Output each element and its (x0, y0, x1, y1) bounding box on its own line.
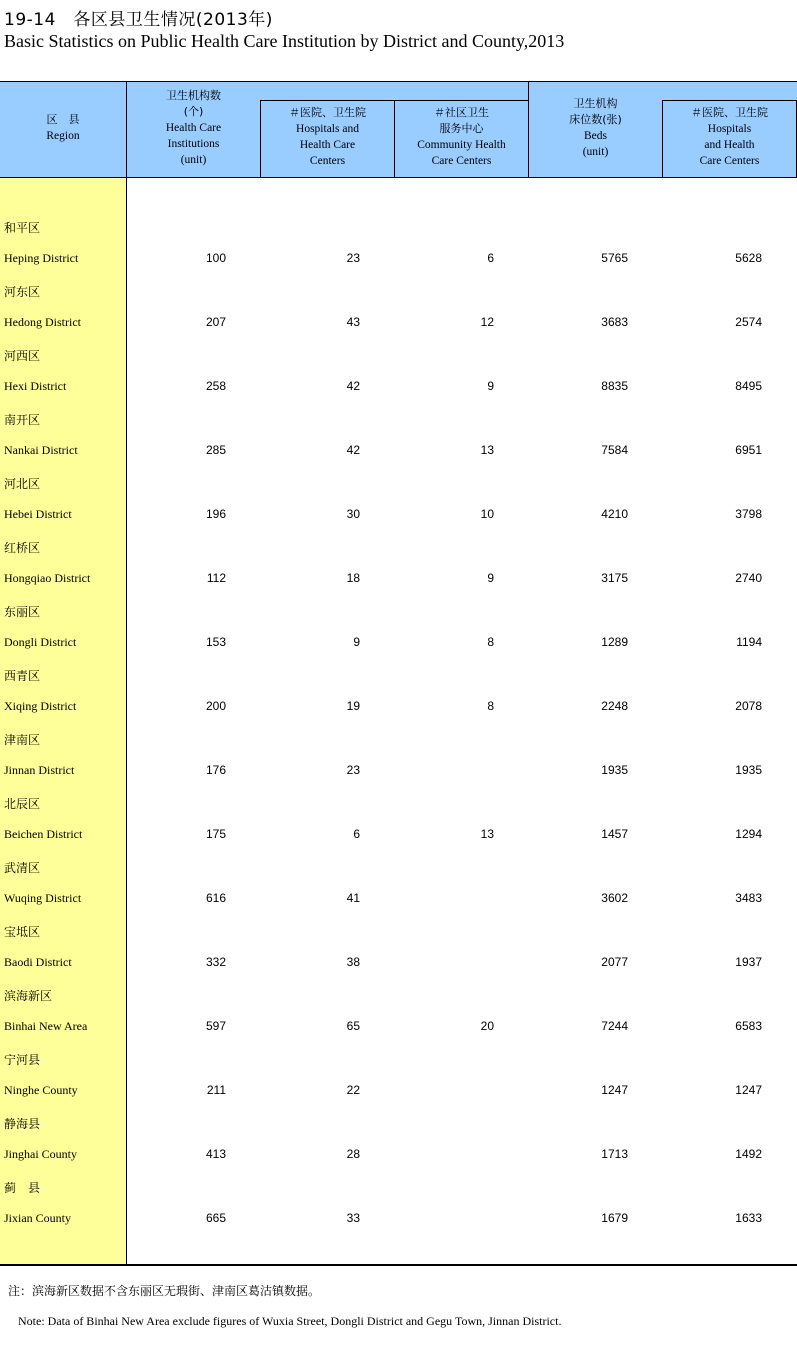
header-beds-hospitals-en1: Hospitals (707, 123, 752, 135)
cell-comm: 10 (480, 507, 494, 521)
region-name-en: Hexi District (4, 379, 67, 393)
header-hospitals-en1: Hospitals and (296, 123, 359, 135)
region-name-en: Xiqing District (4, 699, 77, 713)
region-name-en: Ninghe County (4, 1083, 78, 1097)
region-name-en: Nankai District (4, 443, 78, 457)
header-institutions-cn: 卫生机构数 (166, 89, 221, 102)
cell-inst: 258 (205, 379, 226, 393)
cell-beds: 1713 (601, 1147, 628, 1161)
stub-divider (126, 178, 127, 1265)
region-name-en: Jinnan District (4, 763, 75, 777)
cell-beds: 2077 (601, 955, 628, 969)
cell-bhosp: 1492 (735, 1147, 762, 1161)
cell-inst: 196 (205, 507, 226, 521)
cell-comm: 20 (480, 1019, 494, 1033)
cell-comm: 12 (480, 315, 494, 329)
cell-inst: 332 (205, 955, 226, 969)
header-hospitals-en2: Health Care (299, 139, 356, 151)
cell-hosp: 43 (346, 315, 360, 329)
cell-hosp: 19 (346, 699, 360, 713)
cell-inst: 176 (205, 763, 226, 777)
cell-comm: 8 (487, 635, 494, 649)
cell-beds: 1679 (601, 1211, 628, 1225)
cell-beds: 3175 (601, 571, 628, 585)
header-beds-hospitals-en3: Care Centers (699, 155, 760, 167)
cell-beds: 5765 (601, 251, 628, 265)
region-name-en: Jixian County (4, 1211, 72, 1225)
cell-hosp: 42 (346, 443, 360, 457)
region-name-en: Jinghai County (4, 1147, 78, 1161)
cell-inst: 175 (205, 827, 226, 841)
cell-bhosp: 1294 (735, 827, 762, 841)
region-name-cn: 蓟 县 (4, 1181, 41, 1195)
region-name-cn: 西青区 (4, 669, 41, 683)
header-beds-hospitals-en2: and Health (704, 139, 755, 151)
cell-hosp: 38 (346, 955, 360, 969)
header-region (0, 112, 126, 144)
cell-beds: 1457 (601, 827, 628, 841)
header-region-en: Region (46, 130, 80, 142)
table-header (0, 82, 797, 178)
cell-bhosp: 2574 (735, 315, 762, 329)
header-community-en1: Community Health (417, 139, 506, 151)
region-name-en: Dongli District (4, 635, 77, 649)
region-name-en: Hebei District (4, 507, 72, 521)
table-title-en: Basic Statistics on Public Health Care Institution by District and County,2013 (4, 31, 565, 51)
header-beds-cn2: 床位数(张) (569, 113, 622, 126)
footnote-en: Note: Data of Binhai New Area exclude figures of Wuxia Street, Dongli District and Gegu Town, Jinnan District. (18, 1314, 562, 1328)
cell-inst: 597 (205, 1019, 226, 1033)
region-name-en: Heping District (4, 251, 79, 265)
region-name-cn: 宝坻区 (4, 925, 41, 939)
cell-inst: 153 (205, 635, 226, 649)
cell-inst: 413 (205, 1147, 226, 1161)
region-name-cn: 河西区 (4, 349, 41, 363)
header-beds-en1: Beds (584, 130, 607, 142)
cell-hosp: 6 (353, 827, 360, 841)
cell-bhosp: 8495 (735, 379, 762, 393)
cell-inst: 112 (206, 571, 226, 585)
cell-beds: 1289 (601, 635, 628, 649)
header-hospitals-cn: ＃医院、卫生院 (289, 106, 366, 119)
cell-hosp: 9 (353, 635, 360, 649)
header-subrule (260, 100, 528, 101)
footnote-cn: 注：滨海新区数据不含东丽区无瑕街、津南区葛沽镇数据。 (8, 1284, 321, 1298)
header-divider (662, 100, 663, 178)
cell-hosp: 41 (346, 891, 360, 905)
region-name-cn: 静海县 (4, 1117, 41, 1131)
region-name-cn: 南开区 (4, 413, 41, 427)
header-institutions-cn-unit: (个) (183, 105, 204, 118)
cell-hosp: 65 (346, 1019, 360, 1033)
cell-bhosp: 6951 (735, 443, 762, 457)
region-name-en: Binhai New Area (4, 1019, 88, 1033)
cell-bhosp: 2078 (735, 699, 762, 713)
region-name-cn: 北辰区 (4, 797, 41, 811)
header-beds (529, 96, 662, 160)
cell-inst: 211 (206, 1083, 226, 1097)
region-name-en: Hongqiao District (4, 571, 91, 585)
cell-bhosp: 3483 (735, 891, 762, 905)
region-name-en: Beichen District (4, 827, 83, 841)
header-institutions-en3: (unit) (180, 154, 207, 166)
header-divider (260, 100, 261, 178)
region-name-en: Hedong District (4, 315, 81, 329)
region-name-cn: 津南区 (4, 733, 41, 747)
cell-hosp: 23 (346, 251, 360, 265)
region-name-cn: 东丽区 (4, 605, 41, 619)
cell-comm: 8 (487, 699, 494, 713)
region-name-en: Wuqing District (4, 891, 82, 905)
header-community-cn2: 服务中心 (439, 122, 484, 135)
region-name-cn: 河北区 (4, 477, 41, 491)
region-name-cn: 和平区 (4, 221, 41, 235)
header-subrule (662, 100, 797, 101)
region-stub-column (0, 178, 126, 1265)
cell-bhosp: 1937 (735, 955, 762, 969)
cell-inst: 665 (205, 1211, 226, 1225)
region-name-cn: 河东区 (4, 285, 41, 299)
table-title-cn: 19-14 各区县卫生情况(2013年) (4, 10, 273, 30)
cell-beds: 8835 (601, 379, 628, 393)
header-divider (528, 82, 529, 178)
header-divider (126, 82, 127, 178)
cell-beds: 1247 (601, 1083, 628, 1097)
cell-bhosp: 1247 (735, 1083, 762, 1097)
header-community (395, 105, 528, 169)
cell-beds: 3683 (601, 315, 628, 329)
cell-beds: 7584 (601, 443, 628, 457)
header-beds-hospitals (663, 105, 796, 169)
cell-hosp: 28 (346, 1147, 360, 1161)
cell-comm: 6 (487, 251, 494, 265)
cell-inst: 200 (205, 699, 226, 713)
header-community-cn1: ＃社区卫生 (434, 106, 489, 119)
header-institutions-en1: Health Care (165, 122, 222, 134)
header-beds-en2: (unit) (582, 146, 609, 158)
cell-hosp: 22 (346, 1083, 360, 1097)
cell-inst: 616 (205, 891, 226, 905)
cell-comm: 13 (480, 443, 494, 457)
cell-bhosp: 1194 (736, 635, 762, 649)
cell-comm: 9 (487, 379, 494, 393)
cell-hosp: 30 (346, 507, 360, 521)
cell-beds: 2248 (601, 699, 628, 713)
cell-bhosp: 5628 (735, 251, 762, 265)
region-name-en: Baodi District (4, 955, 72, 969)
region-name-cn: 宁河县 (4, 1053, 41, 1067)
region-name-cn: 滨海新区 (4, 989, 53, 1003)
cell-hosp: 33 (346, 1211, 360, 1225)
cell-bhosp: 2740 (735, 571, 762, 585)
header-institutions (127, 88, 260, 168)
cell-inst: 207 (205, 315, 226, 329)
header-region-cn: 区 县 (46, 113, 80, 126)
cell-beds: 7244 (601, 1019, 628, 1033)
cell-bhosp: 6583 (735, 1019, 762, 1033)
cell-hosp: 42 (346, 379, 360, 393)
cell-beds: 4210 (601, 507, 628, 521)
header-divider (394, 100, 395, 178)
cell-bhosp: 3798 (735, 507, 762, 521)
header-institutions-en2: Institutions (167, 138, 220, 150)
table-bottom-rule (0, 1264, 797, 1266)
cell-comm: 13 (480, 827, 494, 841)
cell-beds: 3602 (601, 891, 628, 905)
cell-comm: 9 (487, 571, 494, 585)
header-beds-hospitals-cn: ＃医院、卫生院 (691, 106, 768, 119)
cell-inst: 285 (205, 443, 226, 457)
region-name-cn: 武清区 (4, 861, 41, 875)
header-beds-cn1: 卫生机构 (573, 97, 618, 110)
region-name-cn: 红桥区 (4, 541, 41, 555)
cell-hosp: 23 (346, 763, 360, 777)
cell-inst: 100 (205, 251, 226, 265)
header-hospitals (261, 105, 394, 169)
header-community-en2: Care Centers (431, 155, 492, 167)
header-hospitals-en3: Centers (309, 155, 346, 167)
cell-bhosp: 1935 (735, 763, 762, 777)
cell-hosp: 18 (346, 571, 360, 585)
cell-beds: 1935 (601, 763, 628, 777)
cell-bhosp: 1633 (735, 1211, 762, 1225)
